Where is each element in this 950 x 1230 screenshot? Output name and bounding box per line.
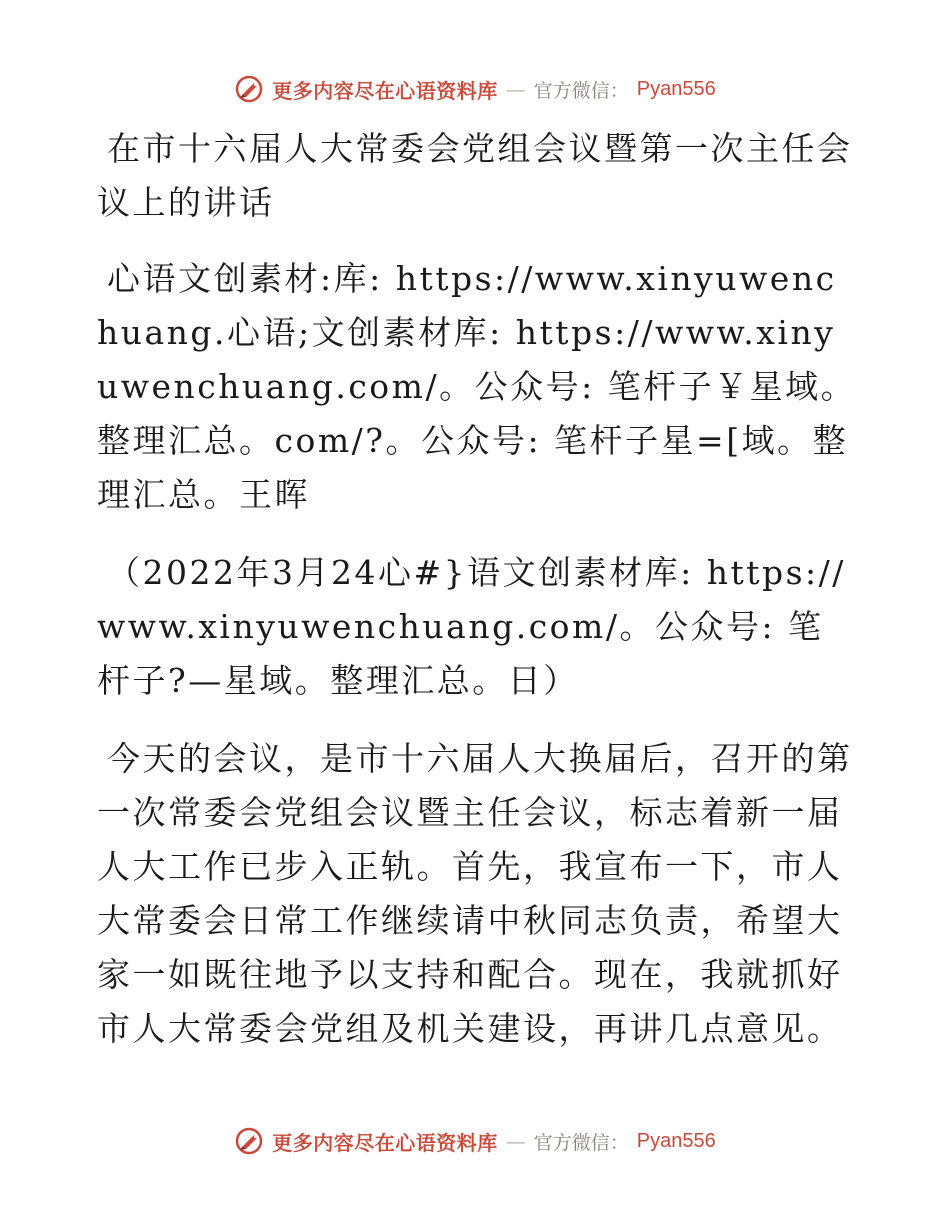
paragraph-source-note: 心语文创素材:库: https://www.xinyuwenchuang.心语;文创素材库: https://www.xinyuwenchuang.com/。公众号: 笔杆子￥星域。整理汇总。com/?。公众号: 笔杆子星=[域。整理汇总。王晖 [97,259,857,514]
header-watermark [0,72,950,106]
footer-watermark [0,1124,950,1158]
watermark-separator: — [505,1129,526,1153]
watermark-wechat-id: Pyan556 [636,77,716,100]
watermark-wechat-label: 官方微信： [533,79,629,102]
document-title: 在市十六届人大常委会党组会议暨第一次主任会议上的讲话 [97,129,853,222]
brand-logo-icon [234,1126,264,1156]
paragraph-body: 今天的会议，是市十六届人大换届后，召开的第一次常委会党组会议暨主任会议，标志着新一届人大工作已步入正轨。首先，我宣布一下，市人大常委会日常工作继续请中秋同志负责，希望大家一如既往地予以支持和配合。现在，我就抓好市人大常委会党组及机关建设，再讲几点意见。 [97,739,853,1048]
paragraph-date-line: （2022年3月24心#}语文创素材库: https://www.xinyuwenchuang.com/。公众号: 笔杆子?—星域。整理汇总。日） [97,553,846,700]
watermark-separator: — [505,77,526,101]
brand-logo-icon [234,74,264,104]
document-body [97,122,857,1080]
watermark-brand-text: 更多内容尽在心语资料库 [272,78,498,103]
watermark-brand-text: 更多内容尽在心语资料库 [272,1130,498,1155]
watermark-wechat-label: 官方微信： [533,1131,629,1154]
watermark-wechat-id: Pyan556 [636,1129,716,1152]
